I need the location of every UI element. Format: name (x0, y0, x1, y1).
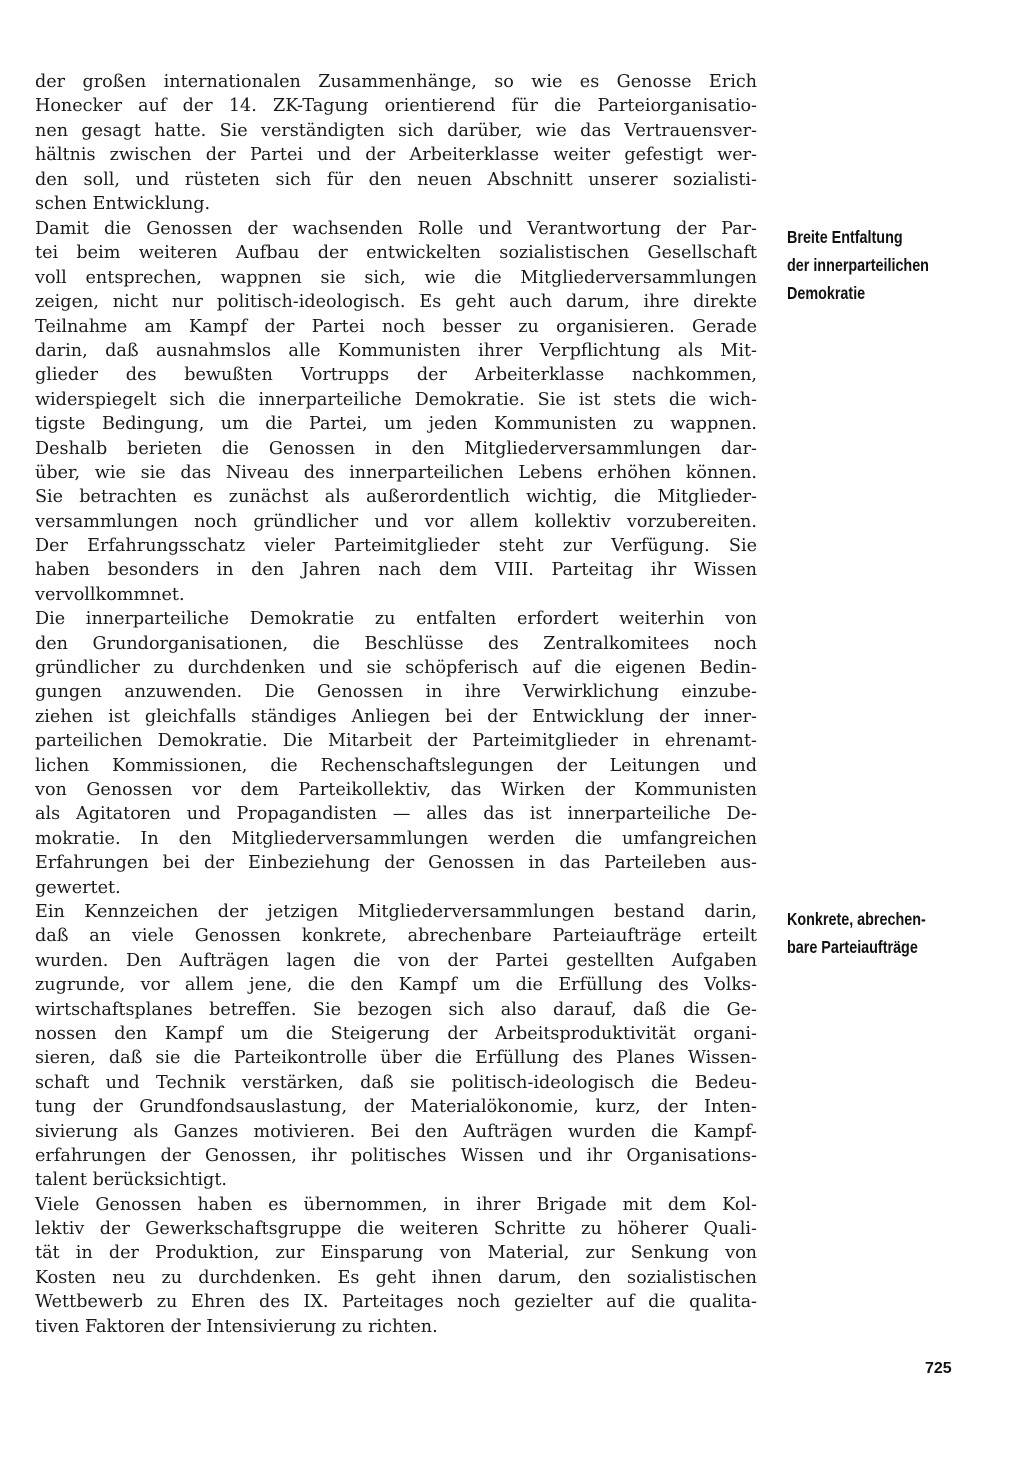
text-line: mokratie. In den Mitgliederversammlungen werden die umfangreichen (35, 828, 757, 849)
margin-heading-line: Demokratie (787, 283, 866, 303)
text-line: über, wie sie das Niveau des innerparteilichen Lebens erhöhen können. (35, 462, 757, 483)
text-line: der großen internationalen Zusammenhänge, so wie es Genosse Erich (35, 72, 757, 92)
paragraph-4 (35, 900, 757, 1193)
text-line: zeigen, nicht nur politisch-ideologisch. Es geht auch darum, ihre direkte (35, 292, 757, 313)
text-line: Kosten neu zu durchdenken. Es geht ihnen darum, den sozialistischen (35, 1267, 757, 1288)
text-line: nossen den Kampf um die Steigerung der Arbeitsproduktivität organi- (35, 1023, 757, 1044)
text-line: wirtschaftsplanes betreffen. Sie bezogen sich also darauf, daß die Ge- (35, 999, 757, 1020)
text-line: talent berücksichtigt. (35, 1170, 227, 1191)
paragraph-2 (35, 217, 757, 607)
text-line: voll entsprechen, wappnen sie sich, wie die Mitgliederversammlungen (35, 267, 757, 288)
text-line: gungen anzuwenden. Die Genossen in ihre Verwirklichung einzube- (35, 682, 757, 703)
text-line: lichen Kommissionen, die Rechenschaftslegungen der Leitungen und (35, 755, 757, 776)
text-line: Der Erfahrungsschatz vieler Parteimitglieder steht zur Verfügung. Sie (35, 536, 757, 557)
text-line: Sie betrachten es zunächst als außerordentlich wichtig, die Mitglieder- (35, 487, 757, 508)
margin-heading-line: Breite Entfaltung (787, 227, 903, 247)
text-line: wurden. Den Aufträgen lagen die von der Partei gestellten Aufgaben (35, 950, 757, 971)
text-line: Die innerparteiliche Demokratie zu entfalten erfordert weiterhin von (35, 609, 757, 630)
margin-heading-democracy (787, 223, 951, 307)
text-line: Deshalb berieten die Genossen in den Mitgliederversammlungen dar- (35, 438, 757, 459)
text-line: den Grundorganisationen, die Beschlüsse des Zentralkomitees noch (35, 633, 757, 654)
text-line: sieren, daß sie die Parteikontrolle über die Erfüllung des Planes Wissen- (35, 1048, 757, 1069)
paragraph-3 (35, 607, 757, 900)
text-line: Damit die Genossen der wachsenden Rolle und Verantwortung der Par- (35, 219, 757, 239)
text-line: versammlungen noch gründlicher und vor allem kollektiv vorzubereiten. (35, 511, 757, 532)
text-line: Viele Genossen haben es übernommen, in ihrer Brigade mit dem Kol- (35, 1194, 757, 1215)
margin-heading-line: bare Parteiaufträge (787, 937, 918, 957)
text-line: hältnis zwischen der Partei und der Arbeiterklasse weiter gefestigt wer- (35, 145, 757, 166)
text-line: Wettbewerb zu Ehren des IX. Parteitages noch gezielter auf die qualita- (35, 1292, 757, 1313)
text-line: Teilnahme am Kampf der Partei noch besser zu organisieren. Gerade (35, 316, 757, 337)
text-line: erfahrungen der Genossen, ihr politisches Wissen und ihr Organisations- (35, 1145, 757, 1166)
margin-heading-line: der innerparteilichen (787, 255, 929, 275)
page-number: 725 (925, 1360, 952, 1377)
text-line: parteilichen Demokratie. Die Mitarbeit der Parteimitglieder in ehrenamt- (35, 731, 757, 752)
text-line: tiven Faktoren der Intensivierung zu richten. (35, 1316, 438, 1337)
margin-heading-assignments (787, 905, 951, 961)
text-line: nen gesagt hatte. Sie verständigten sich darüber, wie das Vertrauensver- (35, 120, 757, 141)
text-line: sivierung als Ganzes motivieren. Bei den Aufträgen wurden die Kampf- (35, 1121, 757, 1142)
text-line: Erfahrungen bei der Einbeziehung der Genossen in das Parteileben aus- (35, 853, 757, 874)
text-block-democracy (35, 217, 757, 900)
text-line: Ein Kennzeichen der jetzigen Mitgliederversammlungen bestand darin, (35, 902, 757, 922)
text-line: zugrunde, vor allem jene, die den Kampf um die Erfüllung des Volks- (35, 975, 757, 996)
text-block-assignments (35, 900, 757, 1339)
text-block-intro (35, 70, 757, 216)
margin-heading-line: Konkrete, abrechen- (787, 909, 926, 929)
text-line: tung der Grundfondsauslastung, der Materialökonomie, kurz, der Inten- (35, 1097, 757, 1118)
paragraph-5 (35, 1193, 757, 1339)
text-line: als Agitatoren und Propagandisten — alles das ist innerparteiliche De- (35, 804, 757, 825)
text-line: den soll, und rüsteten sich für den neuen Abschnitt unserer sozialisti- (35, 169, 757, 190)
text-line: glieder des bewußten Vortrupps der Arbeiterklasse nachkommen, (35, 365, 757, 386)
text-line: ziehen ist gleichfalls ständiges Anliegen bei der Entwicklung der inner- (35, 706, 757, 727)
text-line: tät in der Produktion, zur Einsparung von Material, zur Senkung von (35, 1243, 757, 1264)
text-line: vervollkommnet. (35, 584, 185, 605)
text-line: tigste Bedingung, um die Partei, um jeden Kommunisten zu wappnen. (35, 414, 757, 435)
text-line: lektiv der Gewerkschaftsgruppe die weiteren Schritte zu höherer Quali- (35, 1219, 757, 1240)
text-line: gewertet. (35, 877, 121, 898)
text-line: haben besonders in den Jahren nach dem VIII. Parteitag ihr Wissen (35, 560, 757, 581)
text-line: von Genossen vor dem Parteikollektiv, das Wirken der Kommunisten (35, 779, 757, 800)
text-line: daß an viele Genossen konkrete, abrechenbare Parteiaufträge erteilt (35, 926, 757, 947)
text-line: tei beim weiteren Aufbau der entwickelten sozialistischen Gesellschaft (35, 243, 757, 264)
text-line: schen Entwicklung. (35, 193, 211, 214)
text-line: schaft und Technik verstärken, daß sie politisch-ideologisch die Bedeu- (35, 1072, 757, 1093)
paragraph-1 (35, 70, 757, 216)
text-line: widerspiegelt sich die innerparteiliche Demokratie. Sie ist stets die wich- (35, 389, 757, 410)
text-line: darin, daß ausnahmslos alle Kommunisten ihrer Verpflichtung als Mit- (35, 340, 757, 361)
text-line: Honecker auf der 14. ZK-Tagung orientierend für die Parteiorganisatio- (35, 96, 757, 117)
text-line: gründlicher zu durchdenken und sie schöpferisch auf die eigenen Bedin- (35, 658, 757, 679)
